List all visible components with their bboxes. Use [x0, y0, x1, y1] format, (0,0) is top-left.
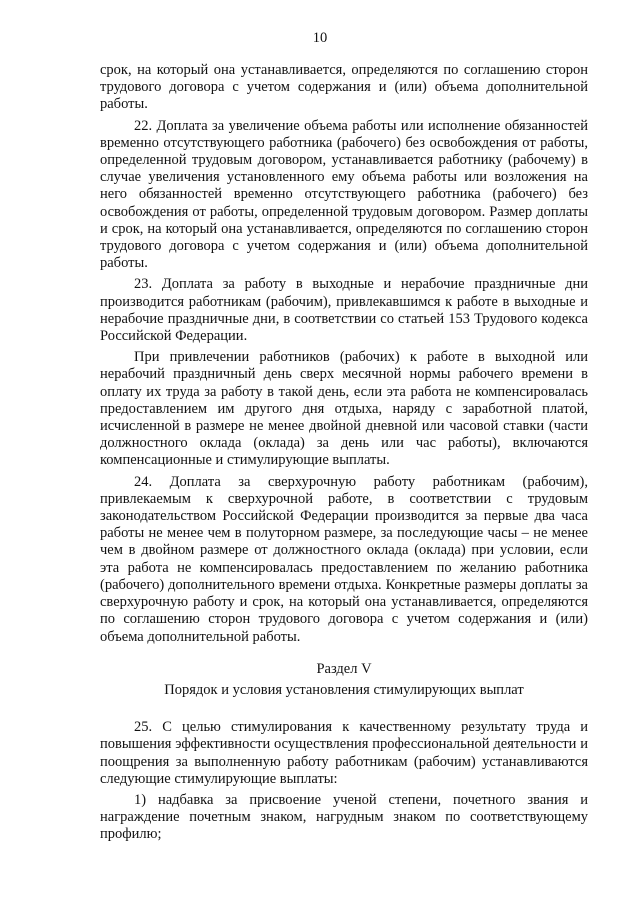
list-item-1: 1) надбавка за присвоение ученой степени, почетного звания и награждение почетным знаком, нагрудным знаком по соответствующему профилю; [100, 791, 588, 843]
page-number: 10 [312, 30, 328, 46]
paragraph-22: 22. Доплата за увеличение объема работы или исполнение обязанностей временно отсутствующего работника (рабочего) без освобождения от работы, определенной трудовым договором, устанавливается работнику (рабочему) в случае увеличения установленного ему объема работы или возложения на него обязанностей временно отсутствующего работника (рабочего) без освобождения от работы, определенной трудовым договором. Размер доплаты и срок, на который она устанавливается, определяются по соглашению сторон трудового договора с учетом содержания и (или) объема дополнительной работы. [100, 117, 588, 272]
paragraph-23-holidays: При привлечении работников (рабочих) к работе в выходной или нерабочий праздничный день сверх месячной нормы рабочего времени в оплату их труда за работу в такой день, если эта работа не компенсировалась предоставлением им другого дня отдыха, наряду с заработной платой, исчисленной в размере не менее двойной дневной или часовой ставки (части должностного оклада (оклада) за день или час работы), включаются компенсационные и стимулирующие выплаты. [100, 349, 588, 469]
section-title: Порядок и условия установления стимулирующих выплат [164, 681, 524, 698]
section-number: Раздел V [316, 660, 372, 677]
paragraph-23: 23. Доплата за работу в выходные и нерабочие праздничные дни производится работникам (рабочим), привлекавшимся к работе в выходные и нерабочие праздничные дни, в соответствии со статьей 153 Трудового кодекса Российской Федерации. [100, 276, 588, 345]
paragraph-continuation: срок, на который она устанавливается, определяются по соглашению сторон трудового договора с учетом содержания и (или) объема дополнительной работы. [100, 62, 588, 113]
paragraph-24: 24. Доплата за сверхурочную работу работникам (рабочим), привлекаемым к сверхурочной работе, в соответствии с трудовым законодательством Российской Федерации производится за первые два часа работы не менее чем в полуторном размере, за последующие часы – не менее чем в двойном размере от должностного оклада (оклада) при условии, если эта работа не компенсировалась предоставлением по желанию работника (рабочего) дополнительного времени отдыха. Конкретные размеры доплаты за сверхурочную работу и срок, на который она устанавливается, определяются по соглашению сторон трудового договора с учетом содержания и (или) объема дополнительной работы. [100, 473, 588, 645]
document-body [100, 62, 588, 848]
paragraph-25: 25. С целью стимулирования к качественному результату труда и повышения эффективности осуществления профессиональной деятельности и поощрения за выполненную работу работникам (рабочим) устанавливаются следующие стимулирующие выплаты: [100, 719, 588, 787]
